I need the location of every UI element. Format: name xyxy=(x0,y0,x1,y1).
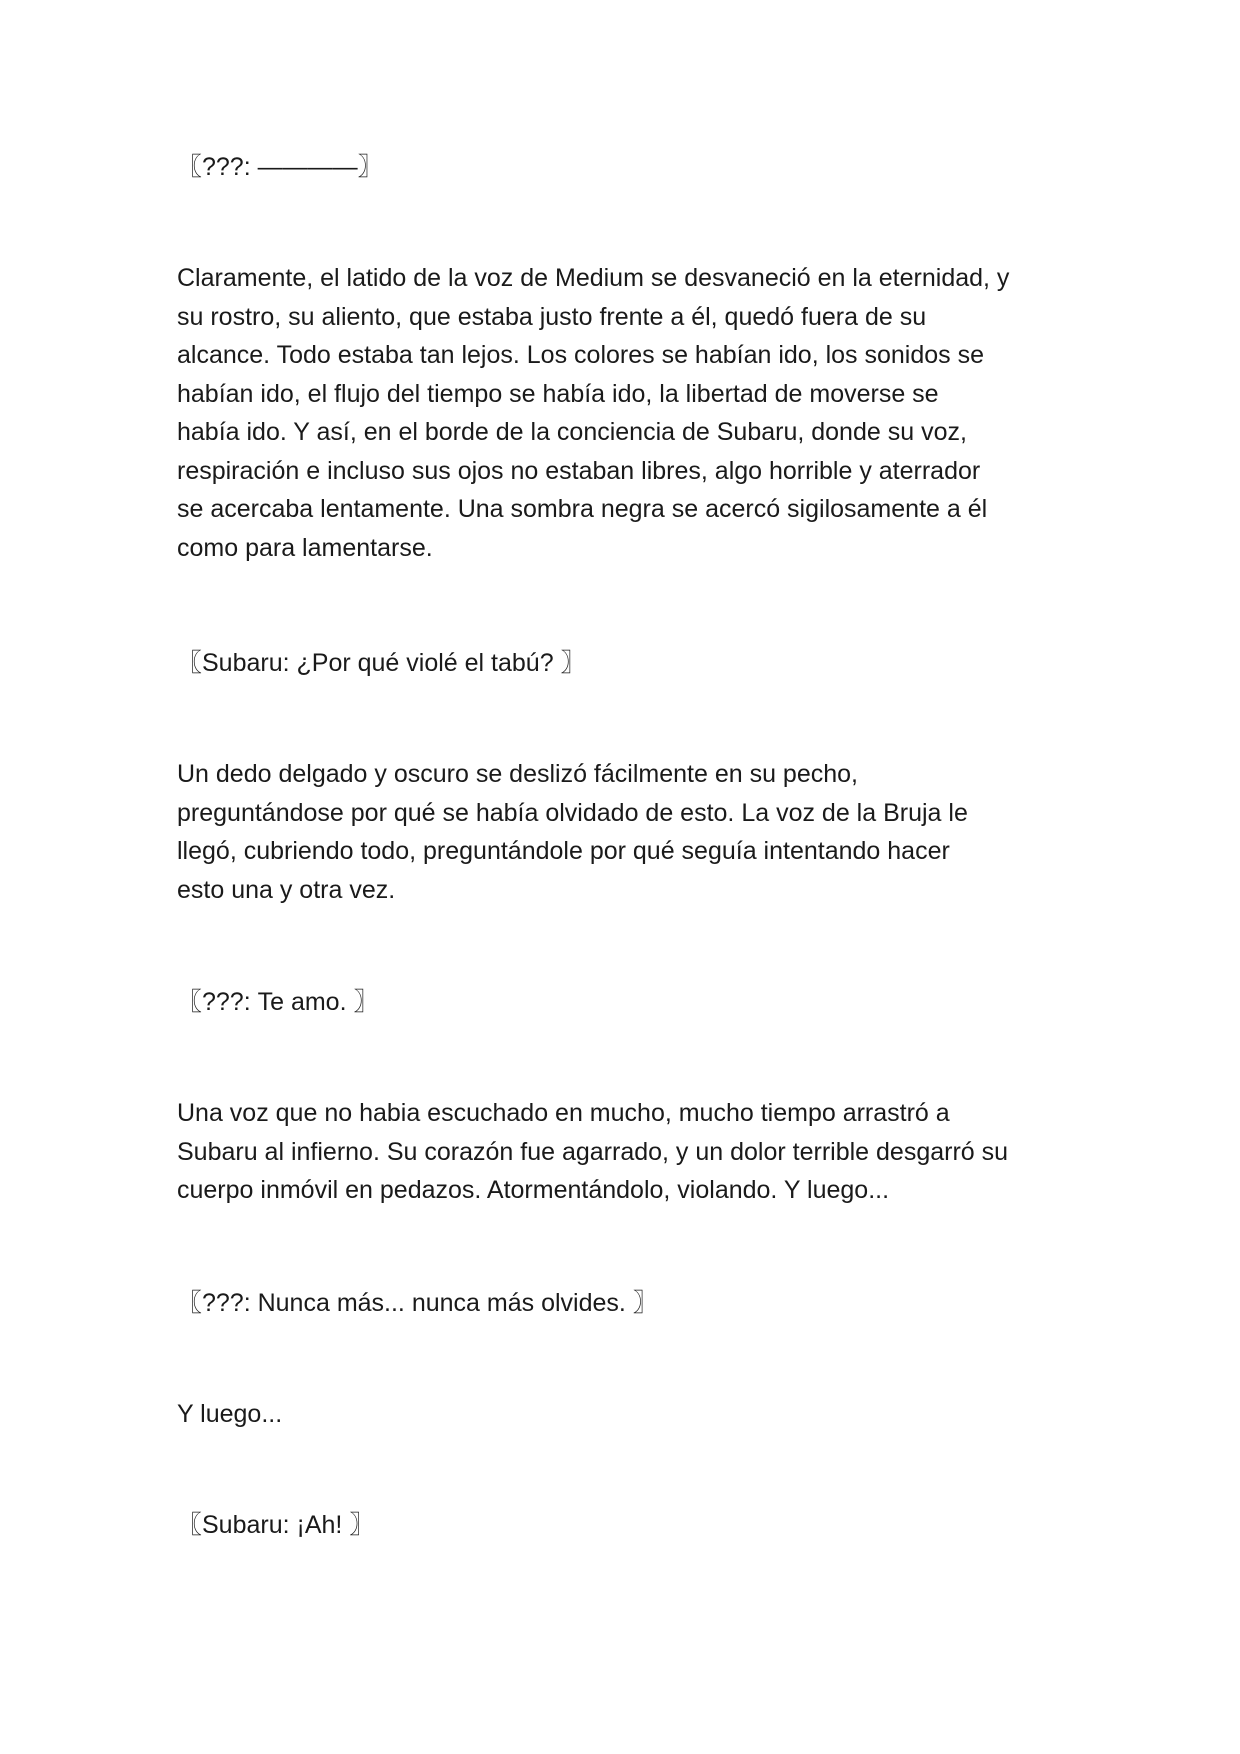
text-line: esto una y otra vez. xyxy=(177,875,396,904)
text-line: Una voz que no habia escuchado en mucho, mucho tiempo arrastró a xyxy=(177,1099,950,1127)
text-line: preguntándose por qué se había olvidado de esto. La voz de la Bruja le xyxy=(177,798,968,827)
paragraph-and-then: Y luego... xyxy=(177,1400,283,1428)
text-line: Subaru al infierno. Su corazón fue agarrado, y un dolor terrible desgarró su xyxy=(177,1137,1009,1166)
text-line: como para lamentarse. xyxy=(177,533,433,562)
dialogue-line-subaru-taboo: 〖Subaru: ¿Por qué violé el tabú? 〗 xyxy=(177,649,586,677)
text-line: habían ido, el flujo del tiempo se había ido, la libertad de moverse se xyxy=(177,379,939,408)
text-line: alcance. Todo estaba tan lejos. Los colores se habían ido, los sonidos se xyxy=(177,341,985,369)
dialogue-line-subaru-ah: 〖Subaru: ¡Ah! 〗 xyxy=(177,1511,375,1539)
text-line: Un dedo delgado y oscuro se deslizó fácilmente en su pecho, xyxy=(177,760,858,788)
text-line: había ido. Y así, en el borde de la conciencia de Subaru, donde su voz, xyxy=(177,418,967,446)
paragraph-voice-drags-to-hell xyxy=(177,1094,1077,1210)
text-line: se acercaba lentamente. Una sombra negra se acercó sigilosamente a él xyxy=(177,495,988,523)
text-line: Claramente, el latido de la voz de Medium se desvaneció en la eternidad, y xyxy=(177,264,1010,292)
text-line: cuerpo inmóvil en pedazos. Atormentándolo, violando. Y luego... xyxy=(177,1176,890,1204)
dialogue-line-unknown-silence: 〖???: ————〗 xyxy=(177,153,383,181)
paragraph-medium-voice-fades xyxy=(177,259,1077,567)
dialogue-line-unknown-love: 〖???: Te amo. 〗 xyxy=(177,988,379,1016)
text-line: respiración e incluso sus ojos no estaban libres, algo horrible y aterrador xyxy=(177,456,981,485)
dialogue-line-unknown-never-forget: 〖???: Nunca más... nunca más olvides. 〗 xyxy=(177,1289,658,1317)
text-line: llegó, cubriendo todo, preguntándole por qué seguía intentando hacer xyxy=(177,837,950,865)
paragraph-witch-finger xyxy=(177,755,1077,909)
text-line: su rostro, su aliento, que estaba justo frente a él, quedó fuera de su xyxy=(177,302,927,331)
